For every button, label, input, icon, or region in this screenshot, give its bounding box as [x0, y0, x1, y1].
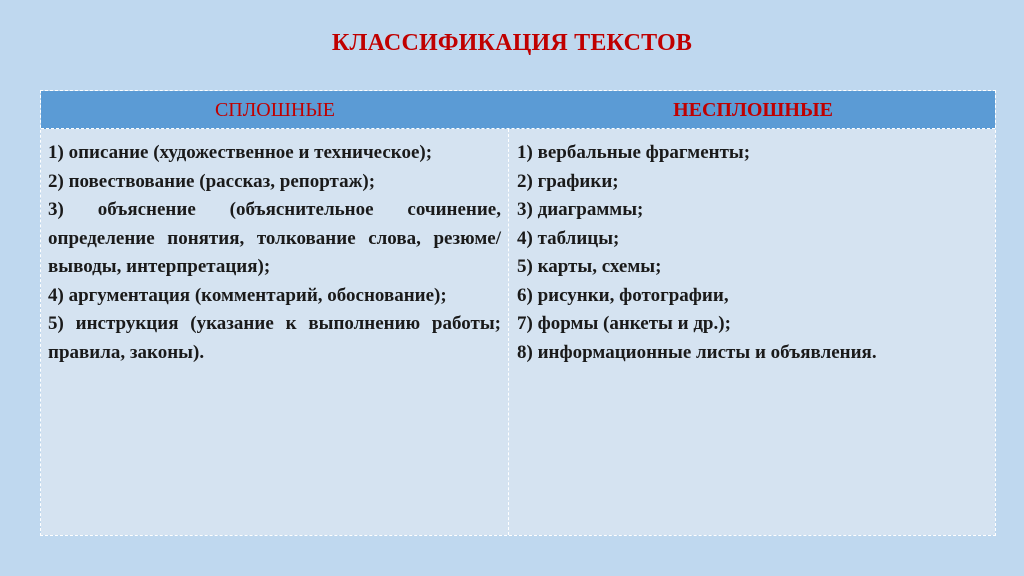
noncontinuous-list	[517, 139, 989, 367]
continuous-list	[48, 139, 501, 367]
list-item: 2) повествование (рассказ, репортаж);	[48, 170, 376, 192]
list-item: 3) объяснение (объяснительное сочинение, определение понятия, толкование слова, резюме/выводы, интерпретация);	[48, 199, 501, 277]
classification-table	[40, 90, 996, 536]
header-noncontinuous: НЕСПЛОШНЫЕ	[673, 99, 833, 121]
list-item: 6) рисунки, фотографии,	[517, 284, 729, 306]
list-item: 7) формы (анкеты и др.);	[517, 313, 731, 334]
table-body-row	[41, 129, 995, 535]
list-item: 5) карты, схемы;	[517, 256, 662, 277]
list-item: 3) диаграммы;	[517, 199, 644, 220]
list-item: 2) графики;	[517, 170, 619, 192]
list-item: 1) вербальные фрагменты;	[517, 142, 751, 163]
column-divider	[508, 129, 509, 535]
list-item: 4) аргументация (комментарий, обоснование);	[48, 284, 447, 306]
table-header-row	[41, 91, 995, 129]
slide-title: КЛАССИФИКАЦИЯ ТЕКСТОВ	[331, 30, 693, 56]
list-item: 4) таблицы;	[517, 227, 620, 249]
header-continuous: СПЛОШНЫЕ	[214, 99, 336, 121]
list-item: 5) инструкция (указание к выполнению работы; правила, законы).	[48, 313, 501, 363]
list-item: 1) описание (художественное и техническое);	[48, 142, 433, 163]
list-item: 8) информационные листы и объявления.	[517, 341, 877, 363]
